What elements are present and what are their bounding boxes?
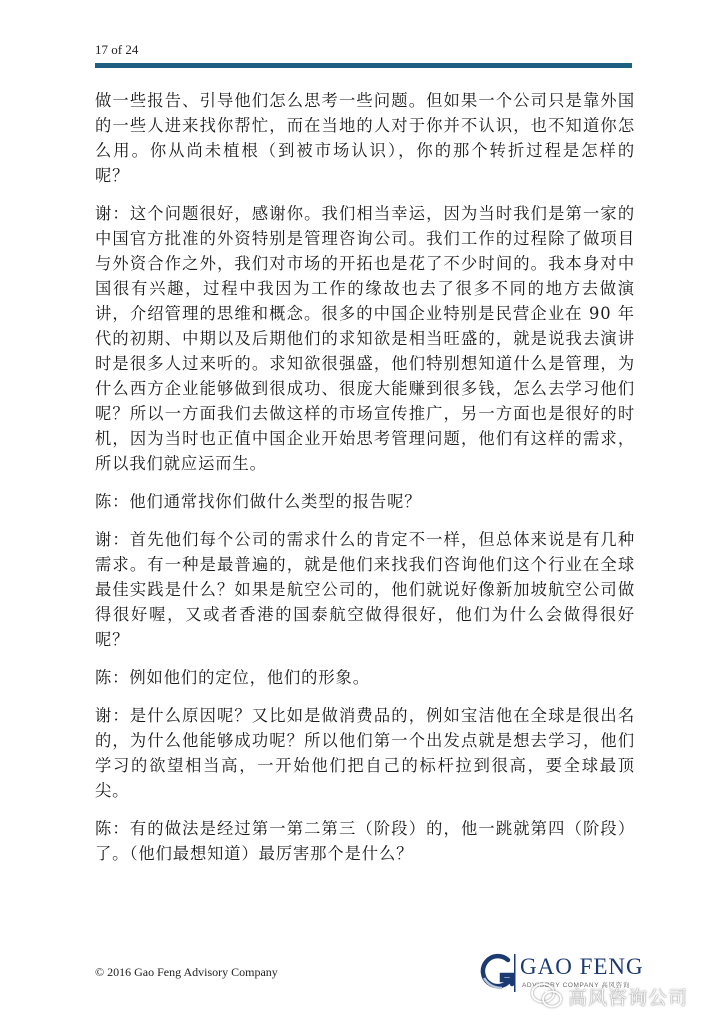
paragraph: 谢：这个问题很好，感谢你。我们相当幸运，因为当时我们是第一家的中国官方批准的外资特别是管理咨询公司。我们工作的过程除了做项目与外资合作之外，我们对市场的开拓也是花了不少时间的。我本身对中国很有兴趣，过程中我因为工作的缘故也去了很多不同的地方去做演讲，介绍管理的思维和概念。很多的中国企业特别是民营企业在 90 年代的初期、中期以及后期他们的求知欲是相当旺盛的，就是说我去演讲时是很多人过来听的。求知欲很强盛，他们特别想知道什么是管理，为什么西方企业能够做到很成功、很庞大能赚到很多钱，怎么去学习他们呢？所以一方面我们去做这样的市场宣传推广，另一方面也是很好的时机，因为当时也正值中国企业开始思考管理问题，他们有这样的需求，所以我们就应运而生。 (95, 204, 635, 473)
logo-subtext: ADVISORY COMPANY 高风咨询 (522, 982, 630, 989)
paragraph: 谢：首先他们每个公司的需求什么的肯定不一样，但总体来说是有几种需求。有一种是最普遍的，就是他们来找我们咨询他们这个行业在全球最佳实践是什么？如果是航空公司的，他们就说好像新加坡航空公司做得很好喔，又或者香港的国泰航空做得很好，他们为什么会做得很好呢？ (95, 530, 635, 649)
watermark-text: 高风咨询公司 (568, 986, 689, 1009)
document-body (95, 88, 635, 879)
wechat-watermark (530, 978, 688, 1014)
paragraph: 陈：有的做法是经过第一第二第三（阶段）的，他一跳就第四（阶段）了。（他们最想知道）最厉害那个是什么？ (95, 819, 635, 863)
page-number: 17 of 24 (95, 42, 139, 57)
paragraph: 陈：例如他们的定位，他们的形象。 (95, 668, 370, 687)
wechat-icon (530, 982, 564, 1010)
paragraph: 做一些报告、引导他们怎么思考一些问题。但如果一个公司只是靠外国的一些人进来找你帮忙，而在当地的人对于你并不认识，也不知道你怎么用。你从尚未植根（到被市场认识），你的那个转折过程是怎样的呢？ (95, 91, 635, 185)
logo-wordmark: GAO FENG (520, 954, 644, 979)
header-rule (95, 63, 632, 68)
paragraph: 陈：他们通常找你们做什么类型的报告呢？ (95, 492, 422, 511)
gao-feng-logo-icon (478, 948, 522, 998)
paragraph: 谢：是什么原因呢？又比如是做消费品的，例如宝洁他在全球是很出名的，为什么他能够成功呢？所以他们第一个出发点就是想去学习，他们学习的欲望相当高，一开始他们把自己的标杆拉到很高，要全球最顶尖。 (95, 706, 635, 800)
copyright-notice: © 2016 Gao Feng Advisory Company (95, 965, 278, 979)
